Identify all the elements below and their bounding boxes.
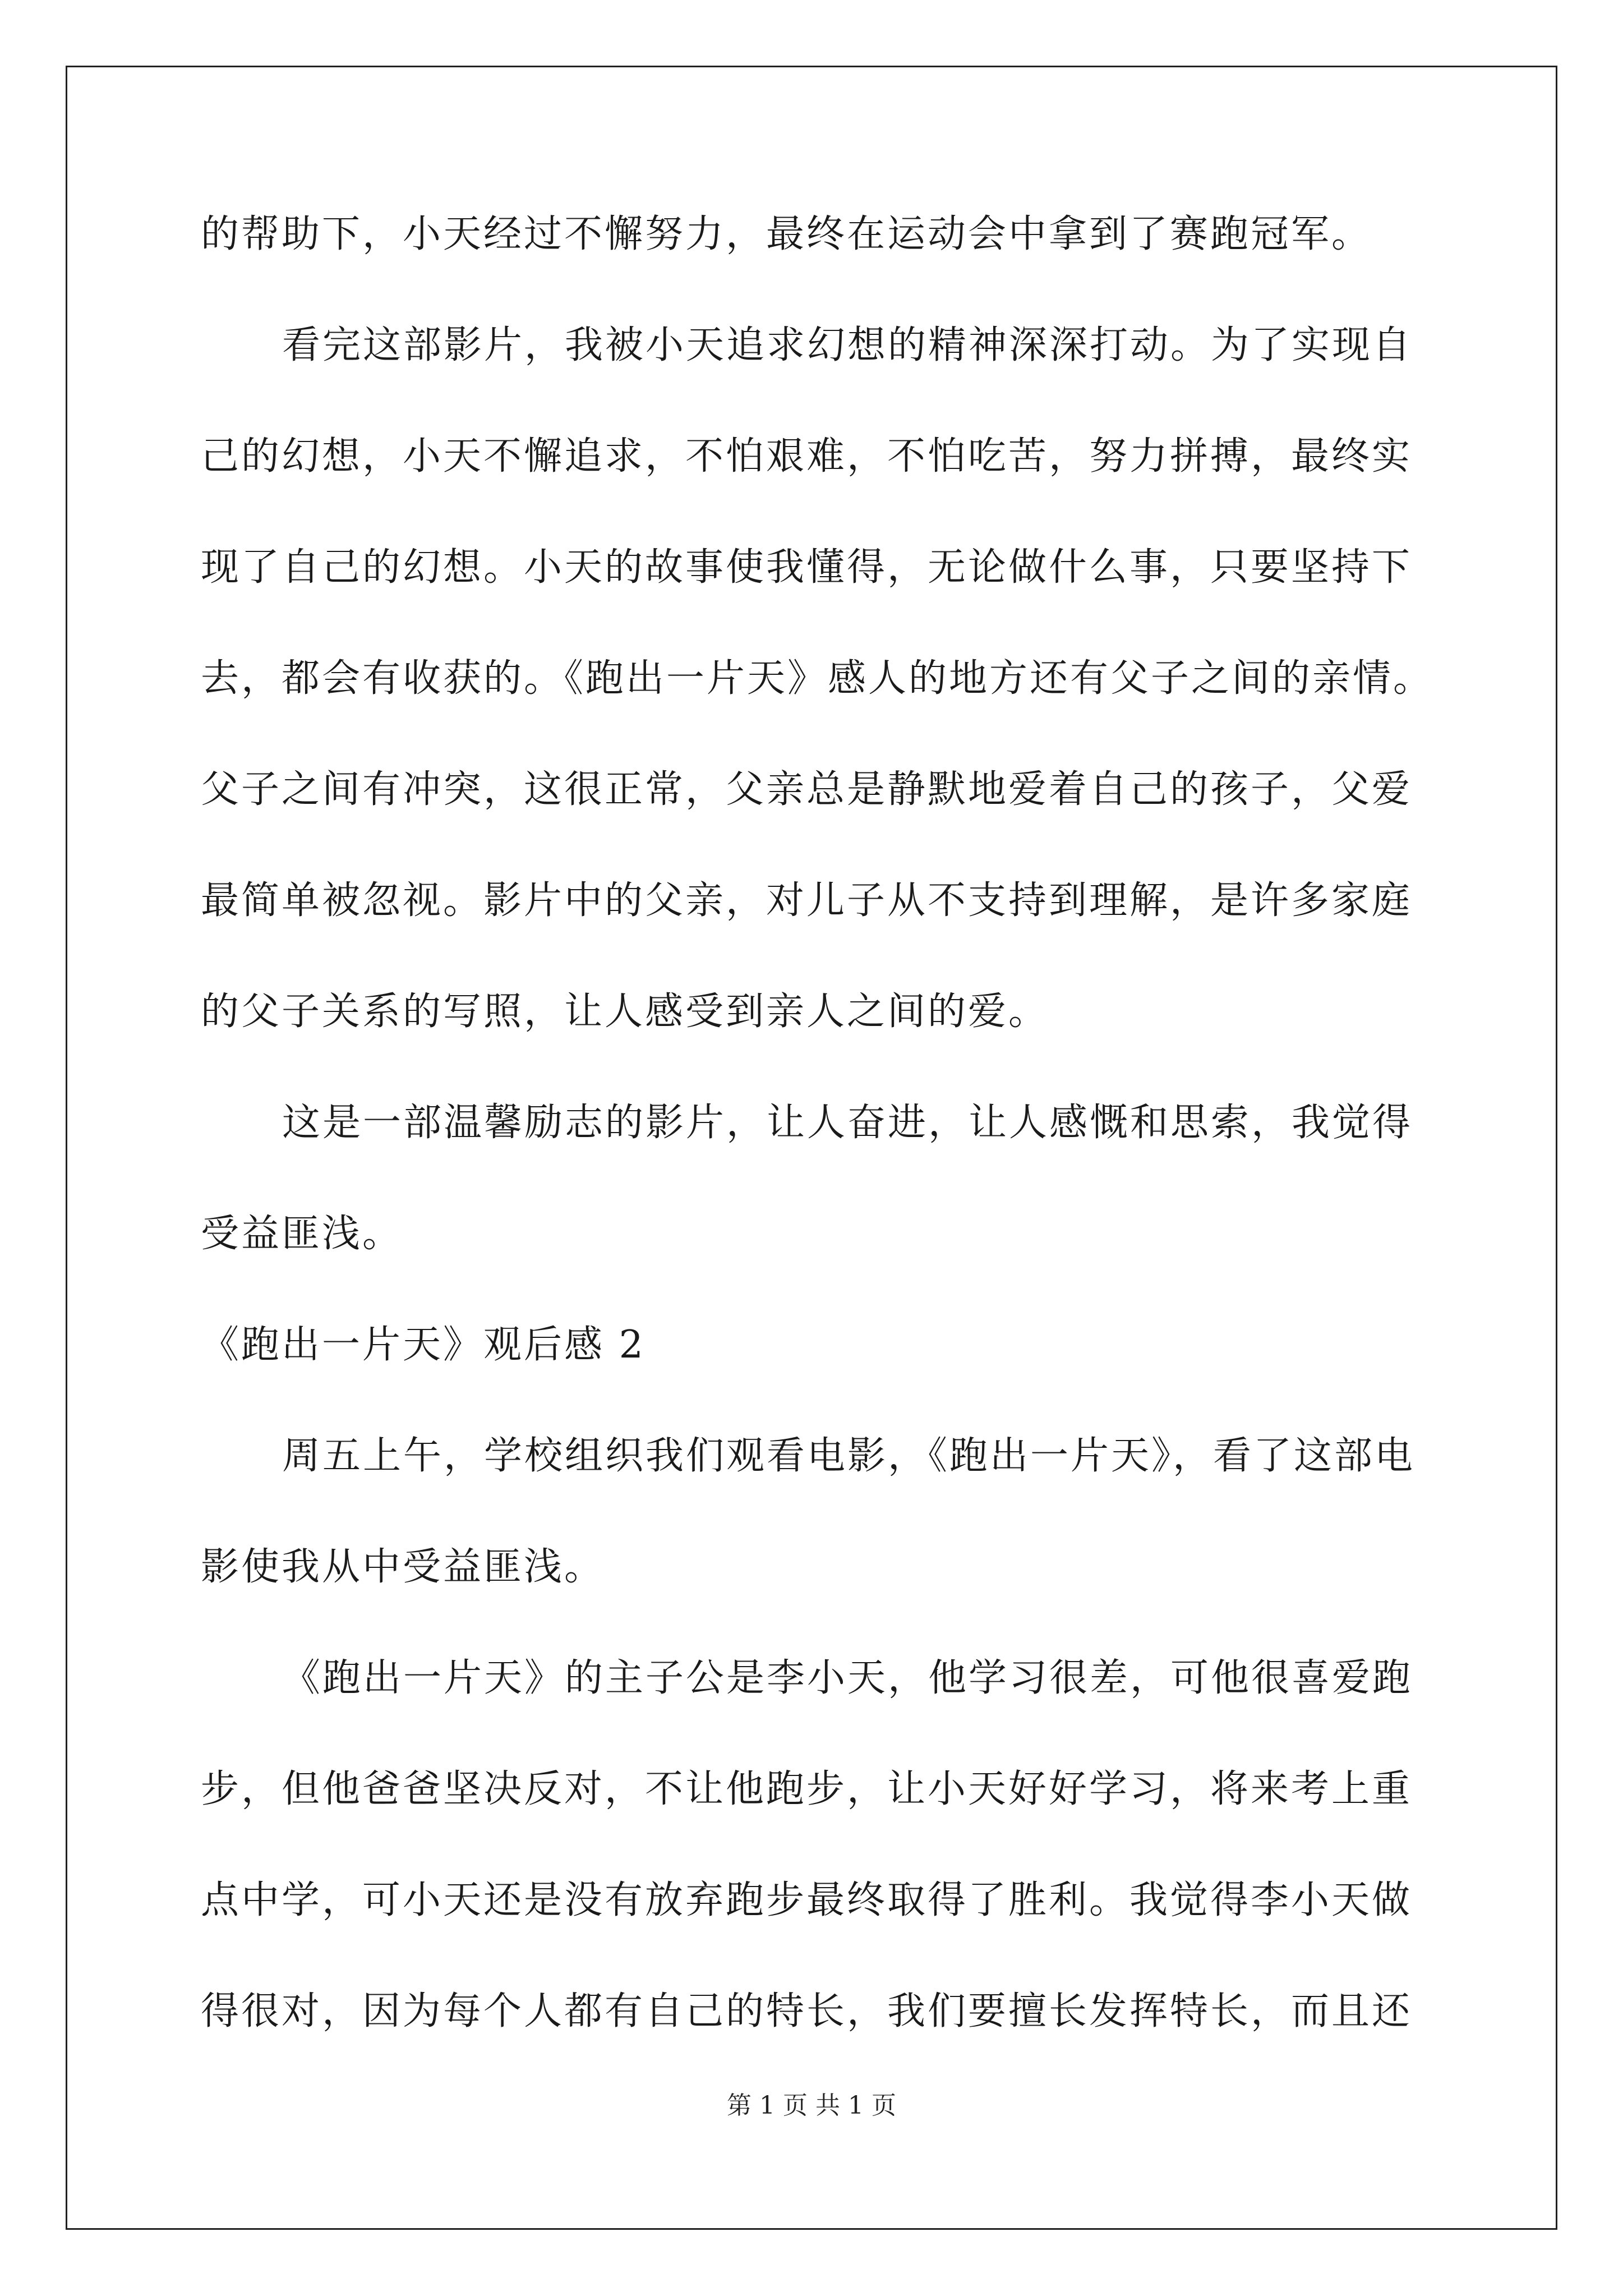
text-line-10: 受益匪浅。 [201,1212,403,1256]
page-footer: 第 1 页 共 1 页 [727,2091,896,2120]
text-line-2: 看完这部影片，我被小天追求幻想的精神深深打动。为了实现自 [282,323,1413,367]
text-line-14: 《跑出一片天》的主子公是李小天，他学习很差，可他很喜爱跑 [282,1656,1413,1700]
text-line-5: 去，都会有收获的。《跑出一片天》感人的地方还有父子之间的亲情。 [201,656,1434,701]
text-line-1: 的帮助下，小天经过不懈努力，最终在运动会中拿到了赛跑冠军。 [201,212,1372,256]
text-line-6: 父子之间有冲突，这很正常，父亲总是静默地爱着自己的孩子，父爱 [201,767,1413,812]
text-line-12: 周五上午，学校组织我们观看电影，《跑出一片天》，看了这部电 [282,1434,1415,1478]
section-heading: 《跑出一片天》观后感 2 [201,1323,645,1367]
text-line-15: 步，但他爸爸坚决反对，不让他跑步，让小天好好学习，将来考上重 [201,1767,1413,1811]
text-line-4: 现了自己的幻想。小天的故事使我懂得，无论做什么事，只要坚持下 [201,545,1413,590]
text-line-3: 己的幻想，小天不懈追求，不怕艰难，不怕吃苦，努力拼搏，最终实 [201,434,1413,478]
text-line-17: 得很对，因为每个人都有自己的特长，我们要擅长发挥特长，而且还 [201,1989,1413,2033]
text-line-9: 这是一部温馨励志的影片，让人奋进，让人感慨和思索，我觉得 [282,1101,1413,1145]
text-line-16: 点中学，可小天还是没有放弃跑步最终取得了胜利。我觉得李小天做 [201,1878,1413,1922]
text-line-7: 最简单被忽视。影片中的父亲，对儿子从不支持到理解，是许多家庭 [201,878,1413,923]
text-line-8: 的父子关系的写照，让人感受到亲人之间的爱。 [201,990,1049,1034]
text-line-13: 影使我从中受益匪浅。 [201,1545,605,1589]
